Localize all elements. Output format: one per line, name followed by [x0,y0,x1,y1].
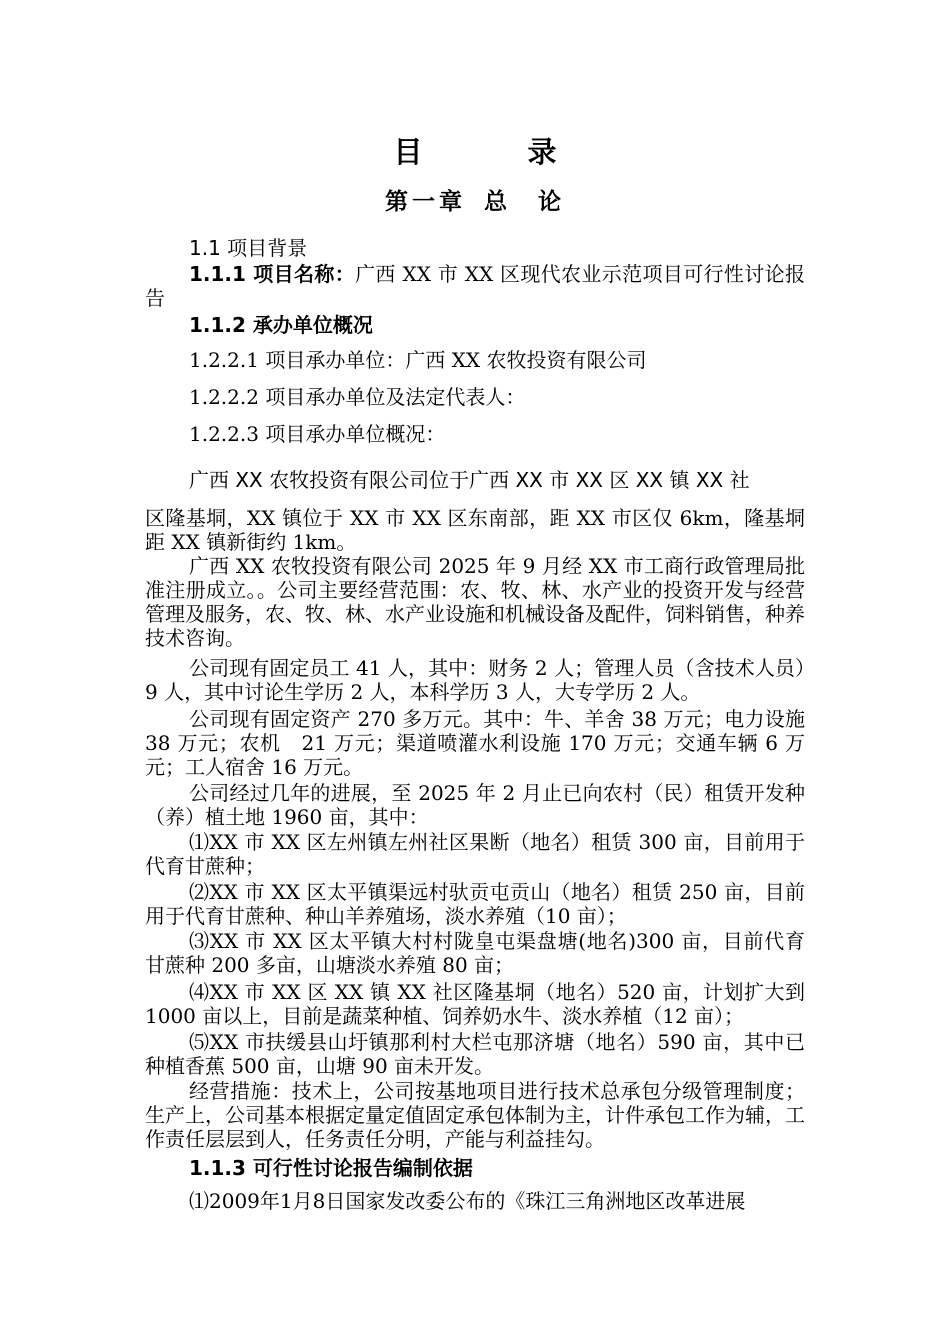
section-1-1: 1.1 项目背景 [189,236,308,260]
paragraph-company-registration: 广西 XX 农牧投资有限公司 2025 年 9 月经 XX 市工商行政管理局批准注册成立。。公司主要经营范围：农、牧、林、水产业的投资开发与经营管理及服务，农、牧、林、水产业设施和机械设备及配件，饲料销售，种养技术咨询。 [145,554,805,650]
paragraph-company-location: 区隆基垌，XX 镇位于 XX 市 XX 区东南部，距 XX 市区仅 6km，隆基垌距 XX 镇新街约 1km。 [145,506,805,554]
section-1-1-2: 1.1.2 承办单位概况 [189,313,373,337]
paragraph-basis-1: ⑴2009年1月8日国家发改委公布的《珠江三角洲地区改革进展 [189,1189,746,1213]
land-item: ⑸XX 市扶缓县山圩镇那利村大栏屯那济塘（地名）590 亩，其中已种植香蕉 500 亩，山塘 90 亩未开发。 [145,1030,805,1078]
section-1-2-2-2: 1.2.2.2 项目承办单位及法定代表人： [189,385,526,409]
paragraph-company-location-line1: 广西 XX 农牧投资有限公司位于广西 XX 市 XX 区 XX 镇 XX 社 [189,468,750,492]
land-item: ⑵XX 市 XX 区太平镇渠远村驮贡屯贡山（地名）租赁 250 亩，目前用于代育甘蔗种、种山羊养殖场，淡水养殖（10 亩）； [145,880,805,928]
section-1-2-2-1: 1.2.2.1 项目承办单位：广西 XX 农牧投资有限公司 [189,348,647,372]
land-item: ⑷XX 市 XX 区 XX 镇 XX 社区隆基垌（地名）520 亩，计划扩大到 1000 亩以上，目前是蔬菜种植、饲养奶水牛、淡水养植（12 亩）； [145,980,805,1028]
paragraph-operations: 经营措施：技术上，公司按基地项目进行技术总承包分级管理制度；生产上，公司基本根据定量定值固定承包体制为主，计件承包工作为辅，工作责任层层到人，任务责任分明，产能与利益挂勾。 [145,1079,805,1151]
section-1-2-2-3: 1.2.2.3 项目承办单位概况： [189,422,446,446]
paragraph-land: 公司经过几年的进展，至 2025 年 2 月止已向农村（民）租赁开发种（养）植土地 1960 亩，其中： [145,781,805,829]
section-1-1-1 [145,262,805,310]
land-item: ⑶XX 市 XX 区太平镇大村村陇皇屯渠盘塘(地名)300 亩，目前代育甘蔗种 200 多亩，山塘淡水养殖 80 亩； [145,929,805,977]
section-1-1-3: 1.1.3 可行性讨论报告编制依据 [189,1156,473,1180]
chapter-name: 总 论 [484,189,565,215]
chapter-number: 第一章 [385,189,466,215]
paragraph-staff: 公司现有固定员工 41 人，其中：财务 2 人；管理人员（含技术人员）9 人，其中讨论生学历 2 人，本科学历 3 人，大专学历 2 人。 [145,656,805,704]
project-name-label: 1.1.1 项目名称： [189,262,356,286]
toc-title: 目 录 [393,135,595,169]
project-name-text: 广西 XX 市 XX 区现代农业示范项目可行性讨论报告 [145,262,805,310]
paragraph-assets: 公司现有固定资产 270 多万元。其中：牛、羊舍 38 万元；电力设施 38 万元；农机 21 万元；渠道喷灌水利设施 170 万元；交通车辆 6 万元；工人宿舍 16 万元。 [145,707,805,779]
chapter-title [0,183,950,216]
land-item: ⑴XX 市 XX 区左州镇左州社区果断（地名）租赁 300 亩，目前用于代育甘蔗种； [145,830,805,878]
